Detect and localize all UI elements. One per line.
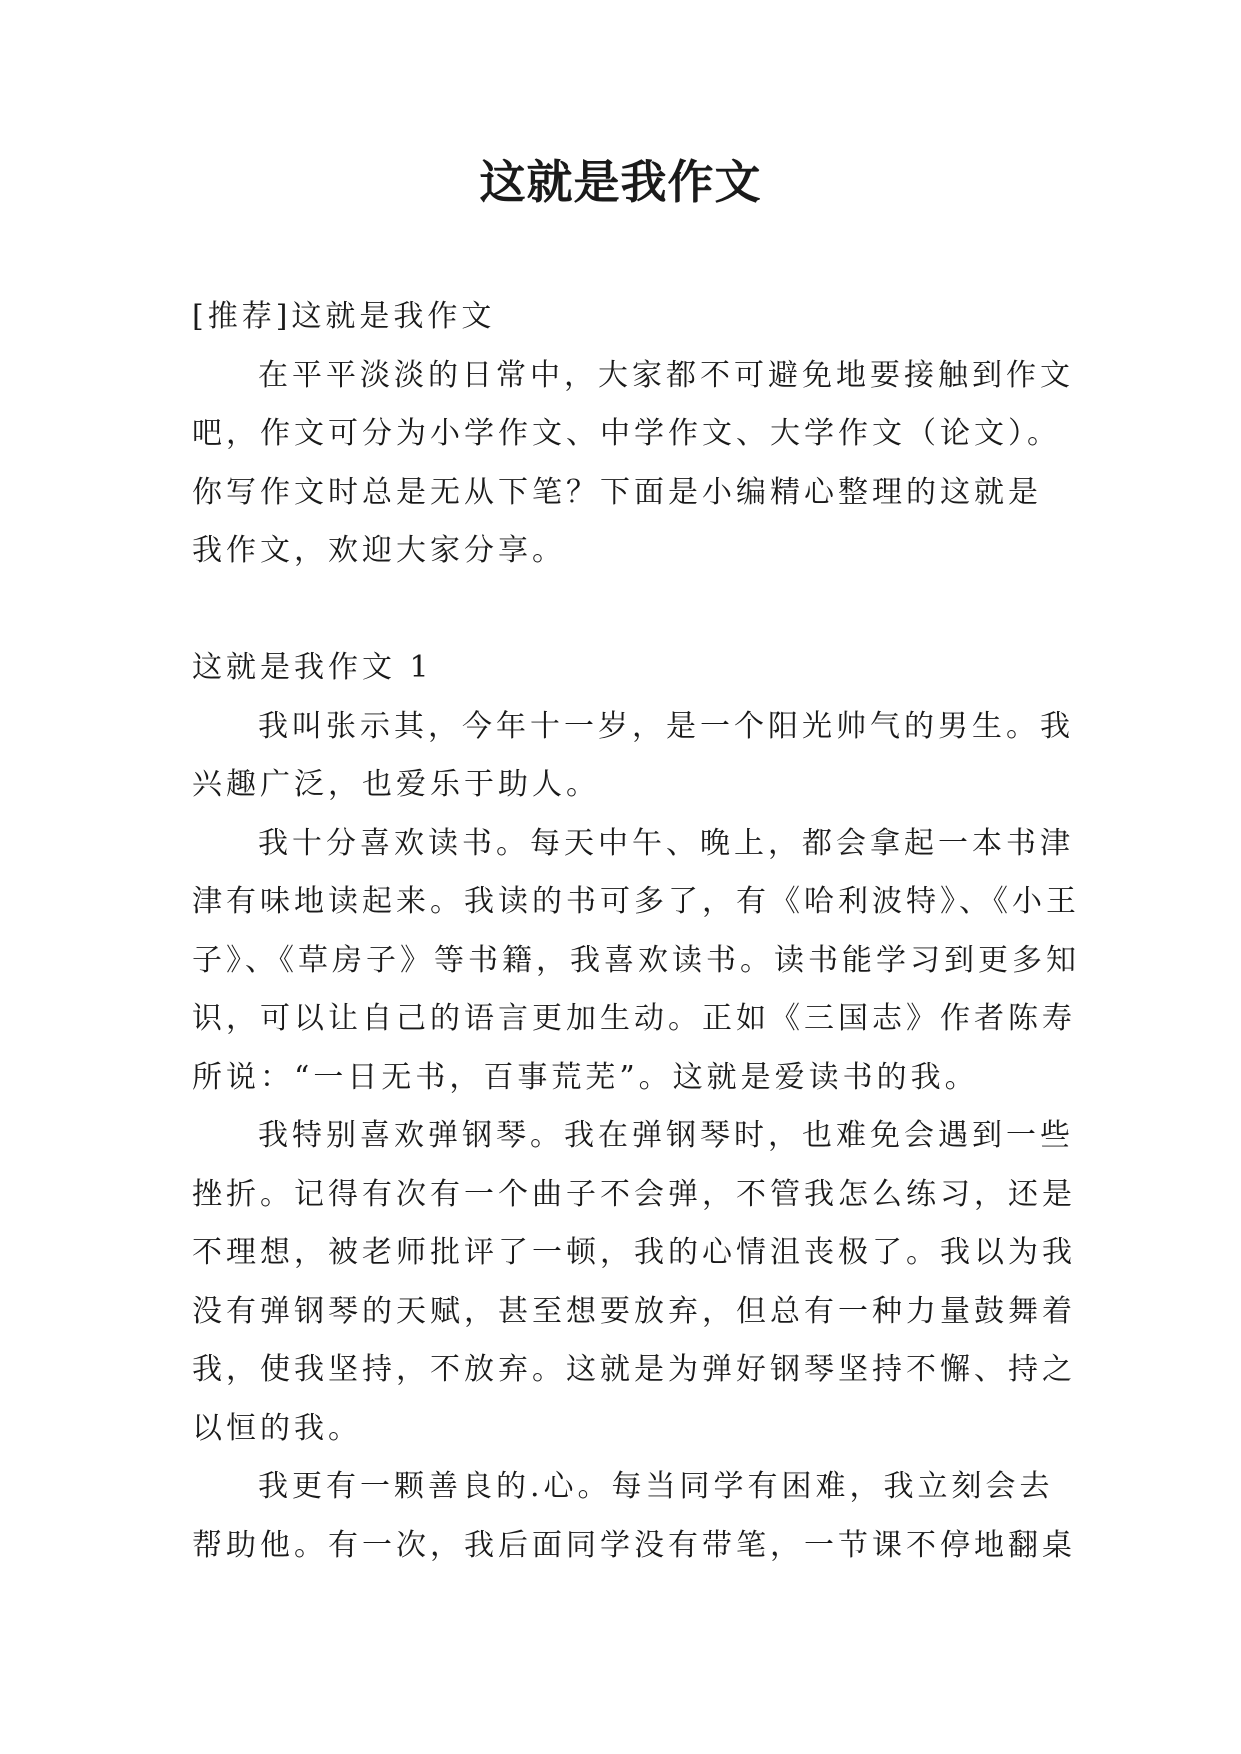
paragraph-line: 以恒的我。 bbox=[192, 1410, 362, 1446]
paragraph-line: 没有弹钢琴的天赋，甚至想要放弃，但总有一种力量鼓舞着 bbox=[192, 1293, 1076, 1329]
paragraph-line: 津有味地读起来。我读的书可多了，有《哈利波特》、《小王 bbox=[192, 884, 1080, 919]
document-subtitle: [推荐]这就是我作文 bbox=[192, 299, 496, 334]
section-heading: 这就是我作文 1 bbox=[192, 650, 433, 685]
paragraph-line: 子》、《草房子》等书籍，我喜欢读书。读书能学习到更多知 bbox=[192, 942, 1080, 978]
paragraph-spacer bbox=[192, 581, 1062, 640]
intro-line: 我作文，欢迎大家分享。 bbox=[192, 533, 566, 568]
paragraph-line: 兴趣广泛，也爱乐于助人。 bbox=[192, 767, 600, 802]
paragraph-line: 不理想，被老师批评了一顿，我的心情沮丧极了。我以为我 bbox=[192, 1235, 1076, 1270]
document-title: 这就是我作文 bbox=[479, 155, 762, 209]
intro-line: 你写作文时总是无从下笔？下面是小编精心整理的这就是 bbox=[192, 474, 1042, 510]
paragraph-line: 我十分喜欢读书。每天中午、晚上，都会拿起一本书津 bbox=[258, 825, 1074, 861]
paragraph-line: 我更有一颗善良的.心。每当同学有困难，我立刻会去 bbox=[258, 1469, 1054, 1504]
paragraph-line: 我叫张示其，今年十一岁，是一个阳光帅气的男生。我 bbox=[258, 708, 1074, 744]
document-body bbox=[192, 288, 1080, 1575]
paragraph-line: 帮助他。有一次，我后面同学没有带笔，一节课不停地翻桌 bbox=[192, 1527, 1076, 1563]
paragraph-line: 识，可以让自己的语言更加生动。正如《三国志》作者陈寿 bbox=[192, 1001, 1076, 1036]
paragraph-line: 挫折。记得有次有一个曲子不会弹，不管我怎么练习，还是 bbox=[192, 1176, 1076, 1212]
paragraph-line: 所说：“一日无书，百事荒芜”。这就是爱读书的我。 bbox=[192, 1059, 979, 1095]
paragraph-line: 我特别喜欢弹钢琴。我在弹钢琴时，也难免会遇到一些 bbox=[258, 1118, 1074, 1153]
paragraph-line: 我，使我坚持，不放弃。这就是为弹好钢琴坚持不懈、持之 bbox=[192, 1352, 1076, 1387]
intro-line: 在平平淡淡的日常中，大家都不可避免地要接触到作文 bbox=[258, 357, 1074, 393]
intro-line: 吧，作文可分为小学作文、中学作文、大学作文（论文）。 bbox=[192, 416, 1061, 451]
